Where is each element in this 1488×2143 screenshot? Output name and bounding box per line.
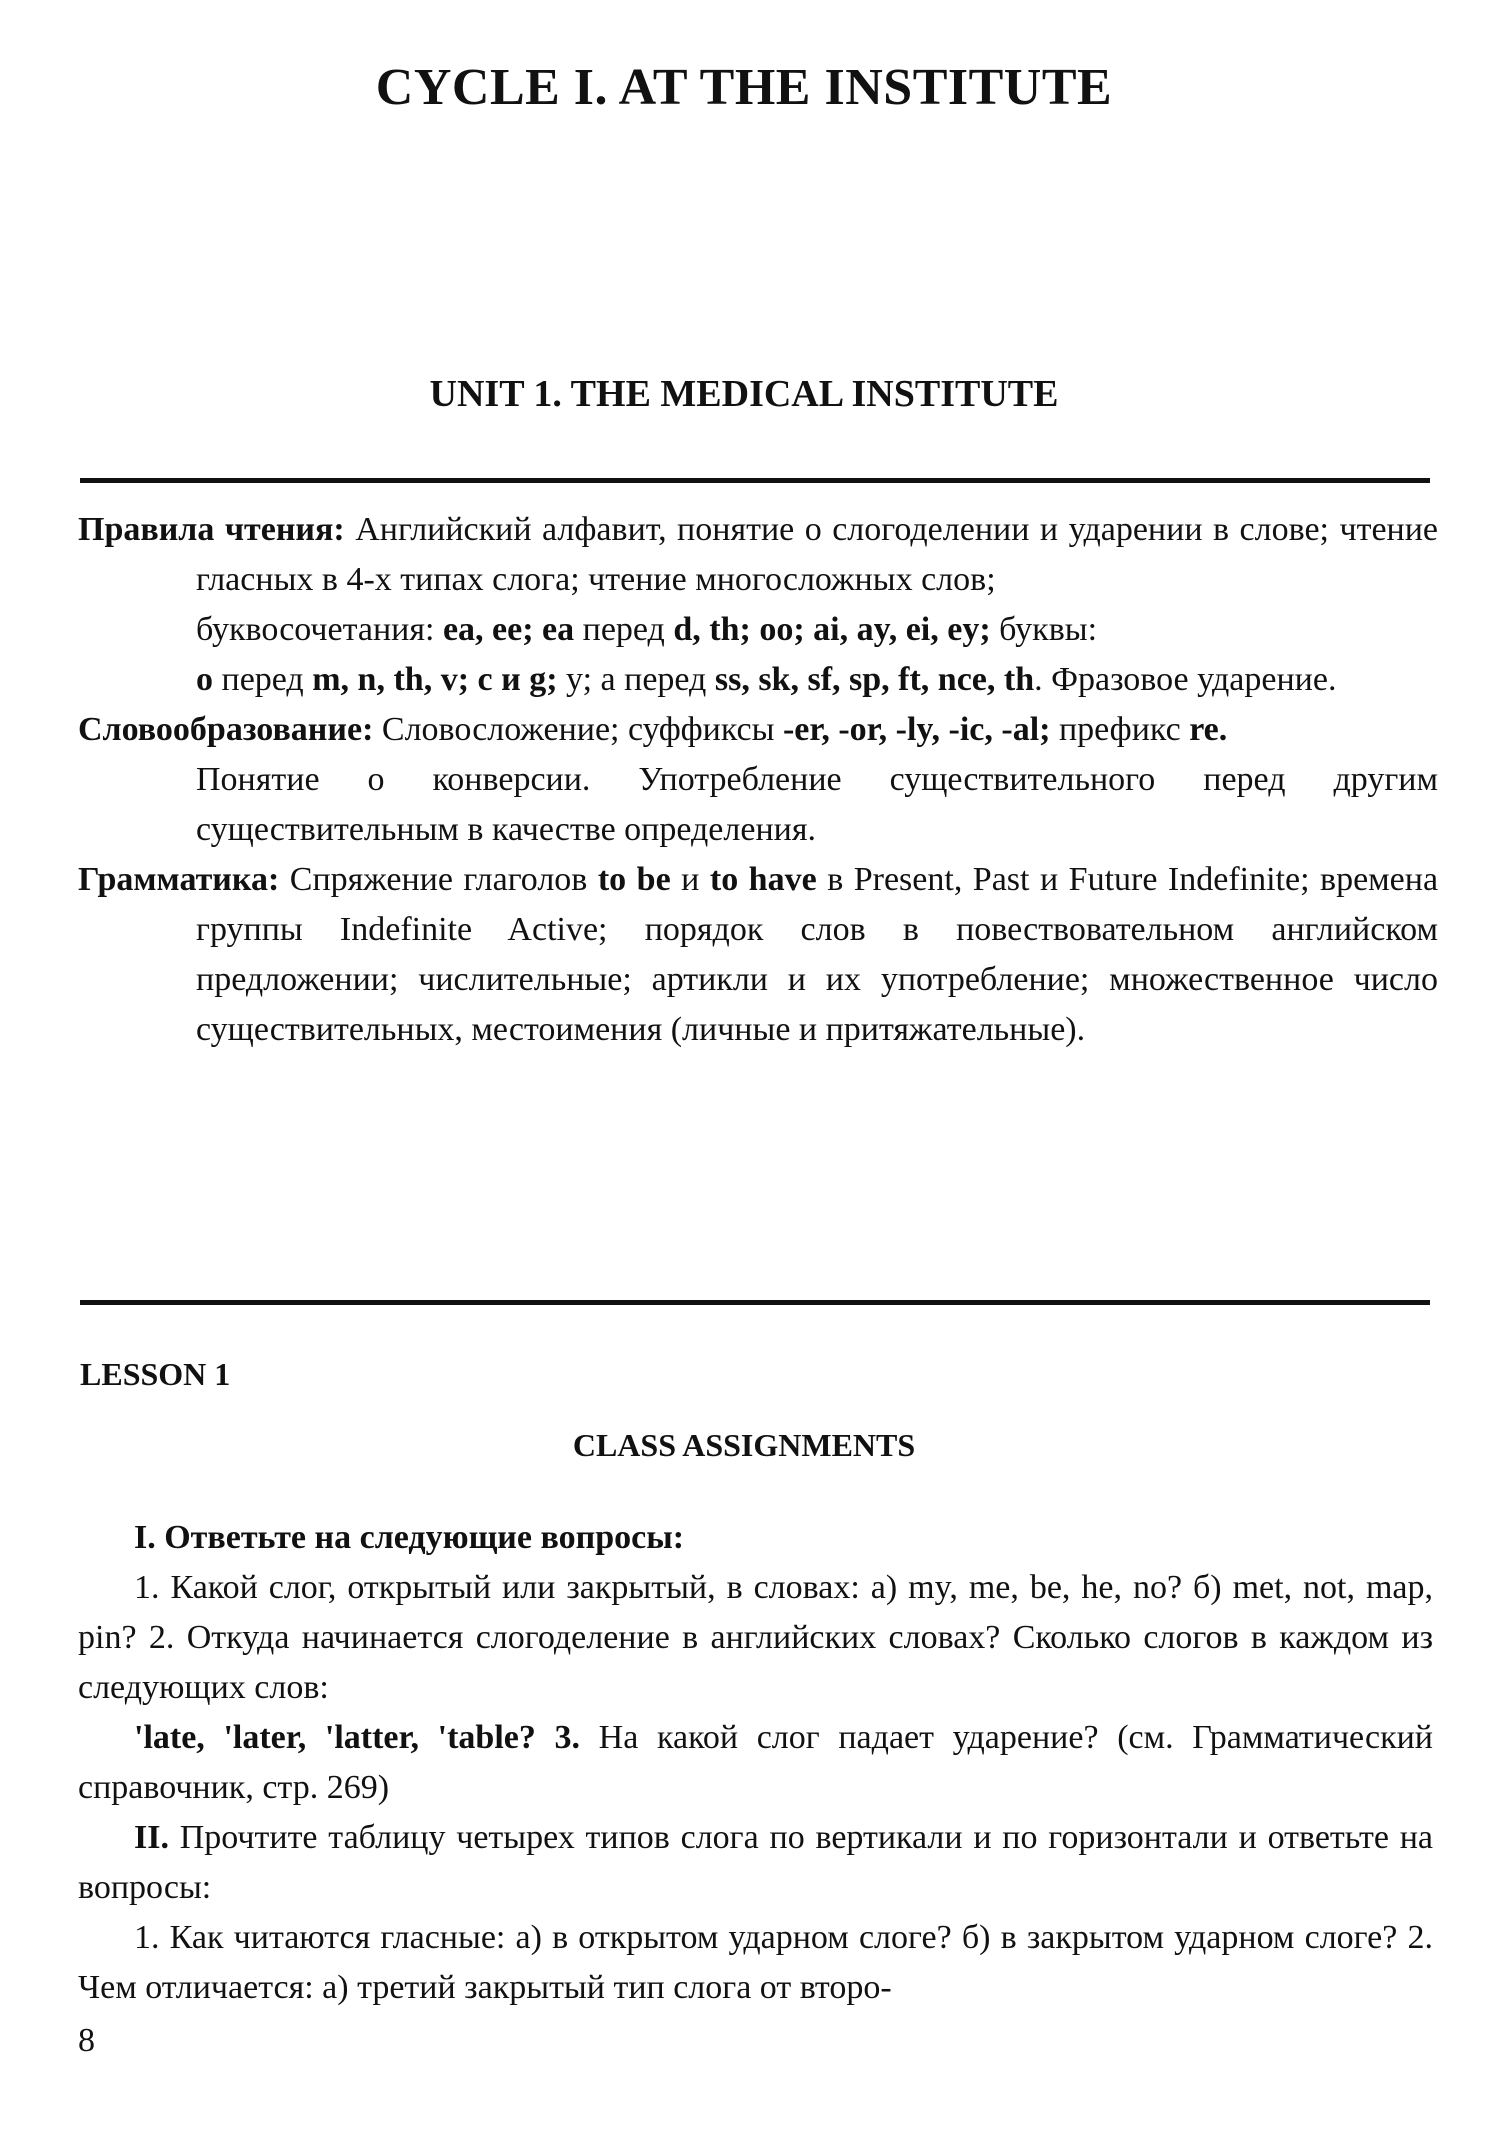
- verb-to-have: to have: [709, 861, 817, 898]
- word-formation-term: Словообразование:: [78, 711, 374, 748]
- stress-question-text: На какой слог падает ударение? (см. Грамматический справочник, стр. 269): [78, 1719, 1433, 1806]
- section-1-stress-question: [78, 1713, 1433, 1813]
- section-1-title: I. Ответьте на следующие вопросы:: [134, 1519, 685, 1556]
- grammar-term: Грамматика:: [78, 861, 280, 898]
- cycle-title: CYCLE I. AT THE INSTITUTE: [375, 59, 1113, 116]
- section-2-intro: [78, 1813, 1433, 1913]
- combination-list: d, th; oo; ai, ay, ei, ey;: [673, 611, 991, 648]
- phrasal-stress: . Фразовое ударение.: [1034, 661, 1337, 698]
- grammar-text-start: Спряжение глаголов: [289, 861, 588, 898]
- prefix-label: префикс: [1058, 711, 1181, 748]
- letter-y-a-before: у; а перед: [566, 661, 707, 698]
- word-formation-text: Словосложение; суффиксы: [381, 711, 775, 748]
- reading-rules-text: Английский алфавит, понятие о слогоделении и ударении в слове; чтение гласных в 4-х типах слога; чтение многосложных слов;: [196, 511, 1439, 598]
- assignments-body: [78, 1513, 1433, 2013]
- word-formation-entry: [78, 705, 1438, 755]
- letter-o: o: [196, 661, 213, 698]
- section-2-instruction: Прочтите таблицу четырех типов слога по вертикали и по горизонтали и ответьте на вопросы:: [78, 1819, 1433, 1906]
- letter-combinations-label: буквосочетания:: [196, 611, 435, 648]
- unit-summary: [78, 505, 1438, 1055]
- conversion-line: Понятие о конверсии. Употребление существительного перед другим существительным в качестве определения.: [196, 761, 1438, 848]
- class-assignments-heading: [0, 1427, 1488, 1464]
- grammar-entry: [78, 855, 1438, 1055]
- grammar-text-rest: в Present, Past и Future Indefinite; времена группы Indefinite Active; порядок слов в повествовательном английском предложении; числительные; артикли и их употребление; множественное число существительных, местоимения (личные и притяжательные).: [196, 861, 1439, 1048]
- section-2-questions: 1. Как читаются гласные: а) в открытом ударном слоге? б) в закрытом ударном слоге? 2. Чем отличается: а) третий закрытый тип слога от второ-: [78, 1919, 1433, 2006]
- bottom-divider: [80, 1300, 1430, 1305]
- reading-rules-entry: [78, 505, 1438, 605]
- suffix-list: -er, -or, -ly, -ic, -al;: [782, 711, 1051, 748]
- reading-rules-term: Правила чтения:: [78, 511, 345, 548]
- prefix-re: re.: [1189, 711, 1228, 748]
- combination-ea-ee: ea, ee; ea: [442, 611, 575, 648]
- section-2-number: II.: [134, 1819, 169, 1856]
- letters-label: буквы:: [999, 611, 1098, 648]
- letters-list: m, n, th, v; c и g;: [312, 661, 558, 698]
- section-1-questions: 1. Какой слог, открытый или закрытый, в словах: а) my, me, be, he, no? б) met, not, map, pin? 2. Откуда начинается слогоделение в английских словах? Сколько слогов в каждом из следующих слов:: [78, 1569, 1433, 1706]
- unit-title: UNIT 1. THE MEDICAL INSTITUTE: [429, 373, 1059, 415]
- page-number: 8: [78, 2022, 95, 2059]
- top-divider: [80, 478, 1430, 483]
- letters-line: [78, 655, 1438, 705]
- before-word-2: перед: [221, 661, 304, 698]
- verb-to-be: to be: [597, 861, 671, 898]
- section-1-heading: [78, 1513, 1433, 1563]
- before-word: перед: [582, 611, 665, 648]
- letters-after-a: ss, sk, sf, sp, ft, nce, th: [714, 661, 1035, 698]
- conjunction: и: [681, 861, 700, 898]
- class-assignments-text: CLASS ASSIGNMENTS: [572, 1427, 916, 1463]
- lesson-label: LESSON 1: [80, 1356, 231, 1392]
- letter-combinations-line: [78, 605, 1438, 655]
- stress-words: 'late, 'later, 'latter, 'table? 3.: [134, 1719, 581, 1756]
